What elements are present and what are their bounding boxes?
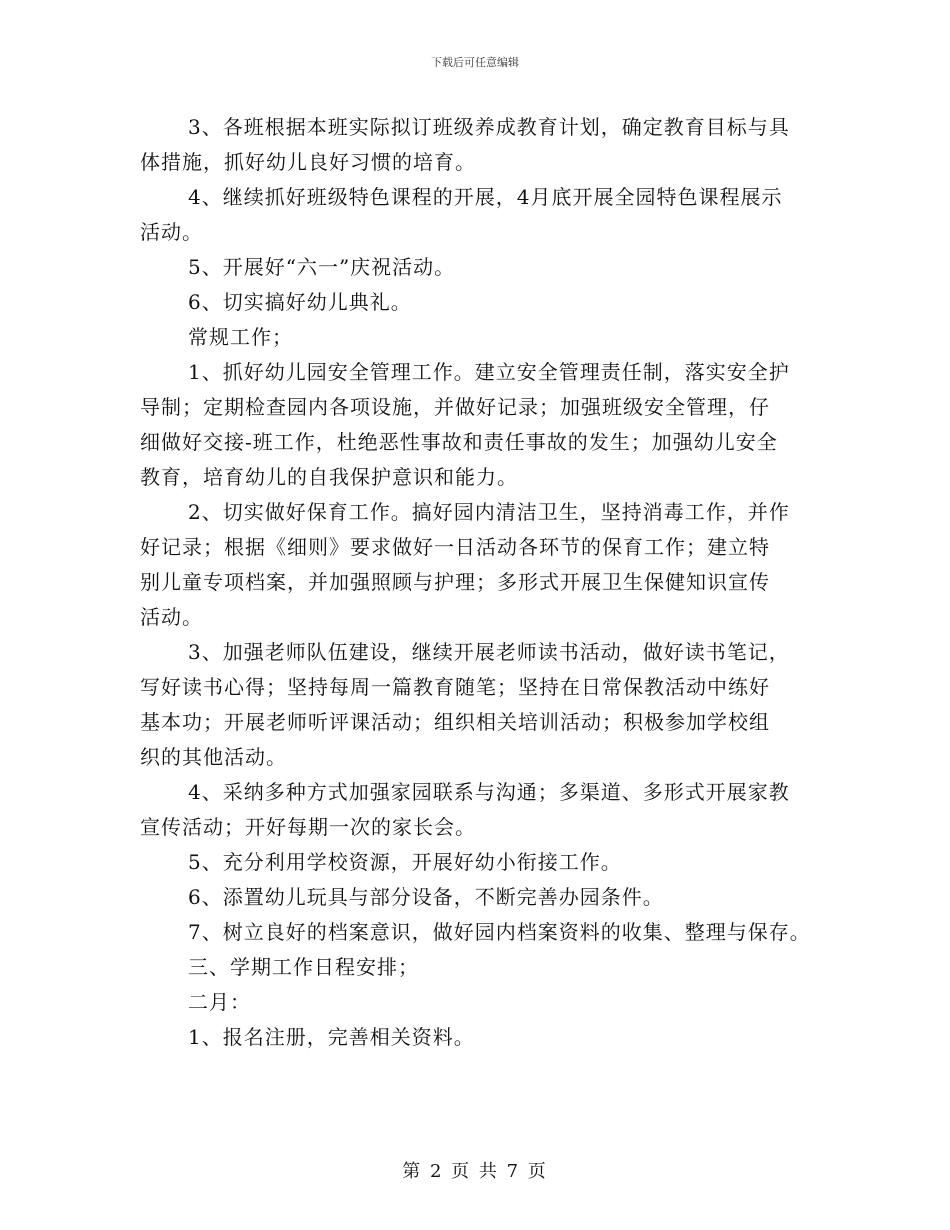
- text-line: 细做好交接-班工作，杜绝恶性事故和责任事故的发生；加强幼儿安全: [140, 430, 778, 454]
- paragraph-routine-7: [140, 915, 830, 950]
- paragraph-item-5: [140, 250, 830, 285]
- text-line: 1、抓好幼儿园安全管理工作。建立安全管理责任制，落实安全护: [188, 360, 790, 384]
- text-line: 4、采纳多种方式加强家园联系与沟通；多渠道、多形式开展家教: [188, 780, 790, 804]
- text-line: 宣传活动；开好每期一次的家长会。: [140, 815, 476, 839]
- text-line: 5、开展好“六一”庆祝活动。: [188, 255, 456, 279]
- text-line: 6、添置幼儿玩具与部分设备，不断完善办园条件。: [188, 885, 664, 909]
- paragraph-routine-2: [140, 495, 830, 635]
- text-line: 7、树立良好的档案意识，做好园内档案资料的收集、整理与保存。: [188, 920, 811, 944]
- paragraph-item-4: [140, 180, 830, 250]
- text-line: 好记录；根据《细则》要求做好一日活动各环节的保育工作；建立特: [140, 535, 770, 559]
- text-line: 3、加强老师队伍建设，继续开展老师读书活动，做好读书笔记，: [188, 640, 790, 664]
- text-line: 体措施，抓好幼儿良好习惯的培育。: [140, 150, 476, 174]
- page-number-footer: 第 2 页 共 7 页: [402, 1161, 548, 1182]
- paragraph-routine-6: [140, 880, 830, 915]
- paragraph-routine-3: [140, 635, 830, 775]
- text-line: 三、学期工作日程安排；: [188, 955, 419, 979]
- section-heading-schedule: [140, 950, 830, 985]
- text-line: 活动。: [140, 220, 203, 244]
- text-line: 5、充分利用学校资源，开展好幼小衔接工作。: [188, 850, 622, 874]
- text-line: 二月：: [188, 990, 251, 1014]
- text-line: 写好读书心得；坚持每周一篇教育随笔；坚持在日常保教活动中练好: [140, 675, 770, 699]
- subheading-february: [140, 985, 830, 1020]
- paragraph-february-1: [140, 1020, 830, 1055]
- paragraph-routine-5: [140, 845, 830, 880]
- paragraph-item-6: [140, 285, 830, 320]
- document-body: [140, 110, 830, 1055]
- text-line: 1、报名注册，完善相关资料。: [188, 1025, 475, 1049]
- text-line: 基本功；开展老师听评课活动；组织相关培训活动；积极参加学校组: [140, 710, 770, 734]
- section-heading-routine: [140, 320, 830, 355]
- text-line: 3、各班根据本班实际拟订班级养成教育计划，确定教育目标与具: [188, 115, 790, 139]
- paragraph-routine-4: [140, 775, 830, 845]
- text-line: 6、切实搞好幼儿典礼。: [188, 290, 412, 314]
- text-line: 教育，培育幼儿的自我保护意识和能力。: [140, 465, 518, 489]
- text-line: 活动。: [140, 605, 203, 629]
- paragraph-item-3: [140, 110, 830, 180]
- text-line: 常规工作；: [188, 325, 293, 349]
- page-header-note: 下载后可任意编辑: [431, 56, 519, 69]
- paragraph-routine-1: [140, 355, 830, 495]
- text-line: 导制；定期检查园内各项设施，并做好记录；加强班级安全管理，仔: [140, 395, 770, 419]
- text-line: 别儿童专项档案，并加强照顾与护理；多形式开展卫生保健知识宣传: [140, 570, 770, 594]
- text-line: 2、切实做好保育工作。搞好园内清洁卫生，坚持消毒工作，并作: [188, 500, 790, 524]
- text-line: 织的其他活动。: [140, 745, 287, 769]
- text-line: 4、继续抓好班级特色课程的开展，4月底开展全园特色课程展示: [188, 185, 783, 209]
